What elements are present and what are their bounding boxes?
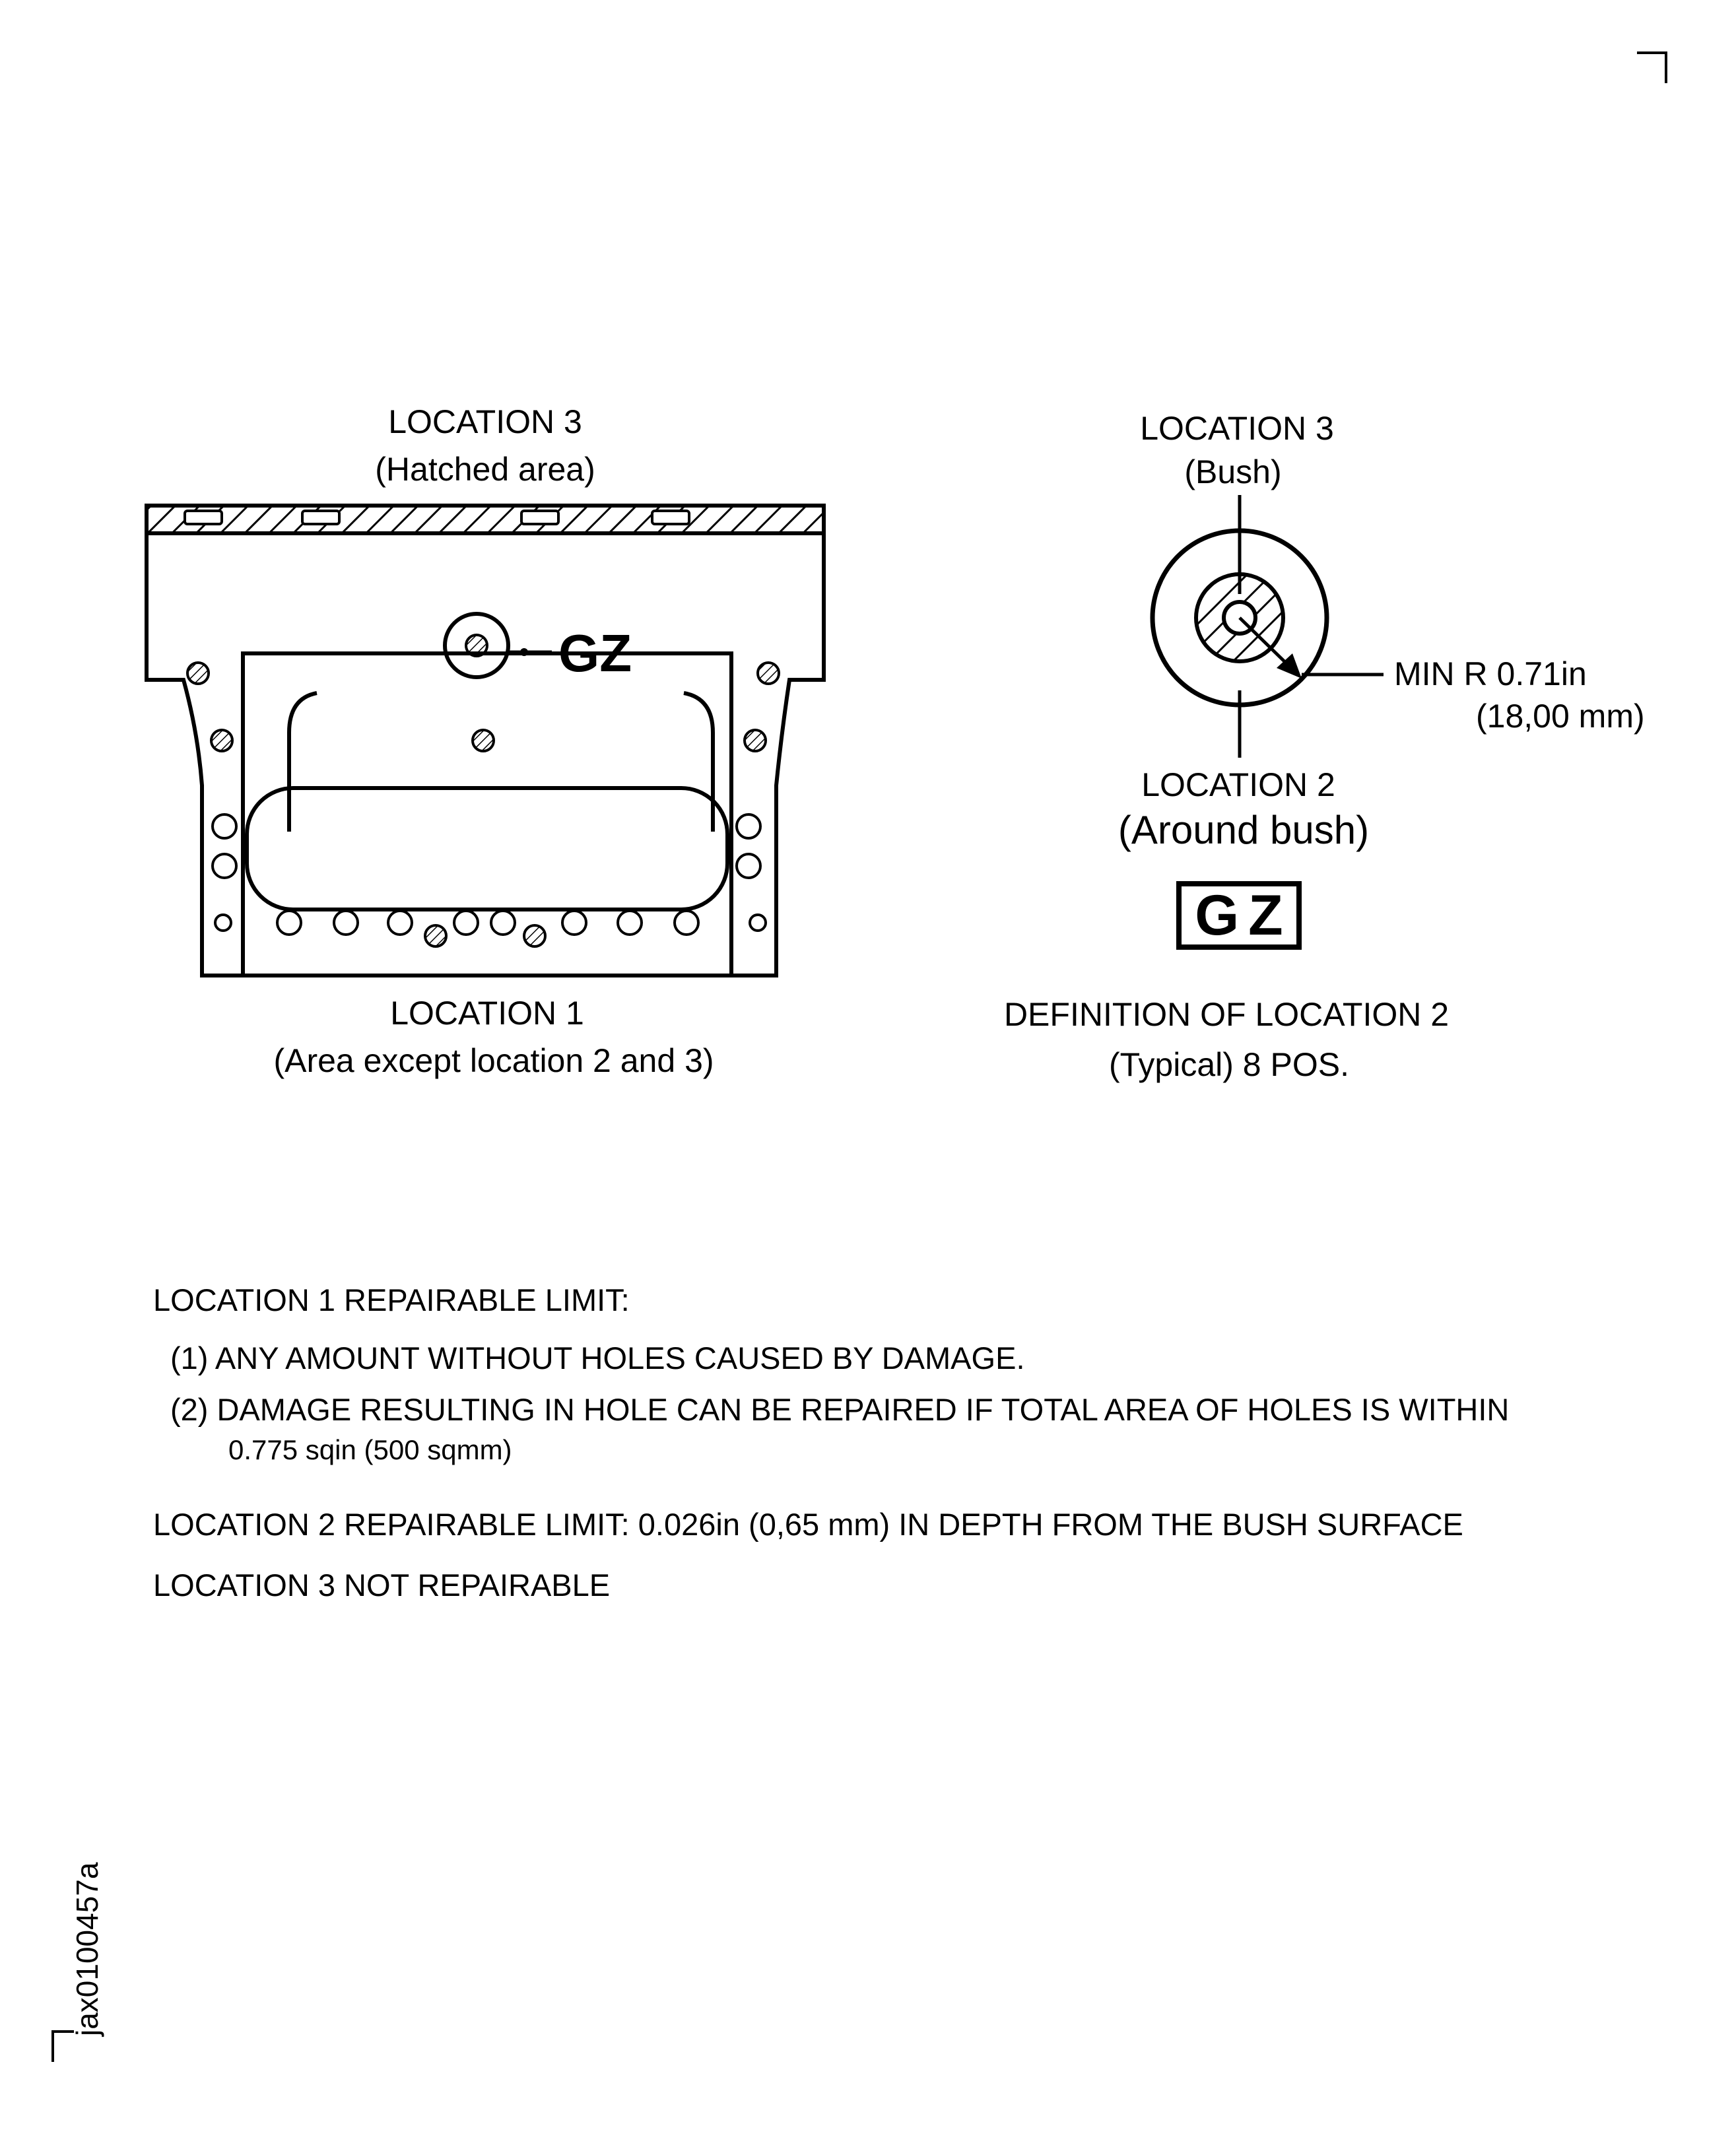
right-location3-label: LOCATION 3	[1140, 410, 1334, 447]
right-location2-sublabel: (Around bush)	[1118, 808, 1370, 852]
bushes	[187, 663, 779, 946]
gz-callout-label: GZ	[558, 624, 632, 682]
left-location3-sublabel: (Hatched area)	[375, 451, 595, 488]
gz-callout	[445, 614, 552, 677]
bush-detail	[1152, 495, 1384, 758]
pocket-opening	[247, 788, 727, 910]
bush-icon	[745, 730, 766, 751]
figure-id: jax0100457a	[70, 1862, 104, 2036]
location3-limit: LOCATION 3 NOT REPAIRABLE	[153, 1568, 611, 1603]
bush-icon	[187, 663, 209, 684]
bush-icon	[758, 663, 779, 684]
location1-limit-item-2-cont: 0.775 sqin (500 sqmm)	[228, 1434, 512, 1465]
pocket-left-curve	[289, 693, 317, 832]
holes	[213, 814, 766, 935]
corner-mark-top-right	[1637, 51, 1667, 83]
pocket-right-curve	[684, 693, 713, 832]
location3-hatched-strip	[147, 506, 824, 533]
left-location1-label: LOCATION 1	[390, 995, 584, 1032]
left-location1-sublabel: (Area except location 2 and 3)	[273, 1042, 714, 1079]
definition-caption-sub: (Typical) 8 POS.	[1109, 1046, 1349, 1083]
left-location3-label: LOCATION 3	[388, 403, 582, 440]
bush-icon	[425, 925, 446, 946]
location1-limit-heading: LOCATION 1 REPAIRABLE LIMIT:	[153, 1282, 630, 1317]
bush-icon	[473, 730, 494, 751]
right-location2-label: LOCATION 2	[1141, 766, 1335, 803]
min-radius-label: MIN R 0.71in	[1394, 655, 1587, 692]
location1-limit-item-1: (1) ANY AMOUNT WITHOUT HOLES CAUSED BY DAMAGE.	[170, 1340, 1025, 1375]
location2-limit: LOCATION 2 REPAIRABLE LIMIT: 0.026in (0,65 mm) IN DEPTH FROM THE BUSH SURFACE	[153, 1507, 1463, 1542]
bush-icon	[524, 925, 545, 946]
right-location3-sublabel: (Bush)	[1184, 453, 1282, 490]
bush-icon	[211, 730, 232, 751]
gz-zone-box: GZ	[1176, 881, 1302, 950]
location1-limit-item-2: (2) DAMAGE RESULTING IN HOLE CAN BE REPAIRED IF TOTAL AREA OF HOLES IS WITHIN	[170, 1392, 1510, 1427]
min-radius-metric: (18,00 mm)	[1476, 698, 1645, 735]
definition-caption: DEFINITION OF LOCATION 2	[1003, 996, 1450, 1033]
